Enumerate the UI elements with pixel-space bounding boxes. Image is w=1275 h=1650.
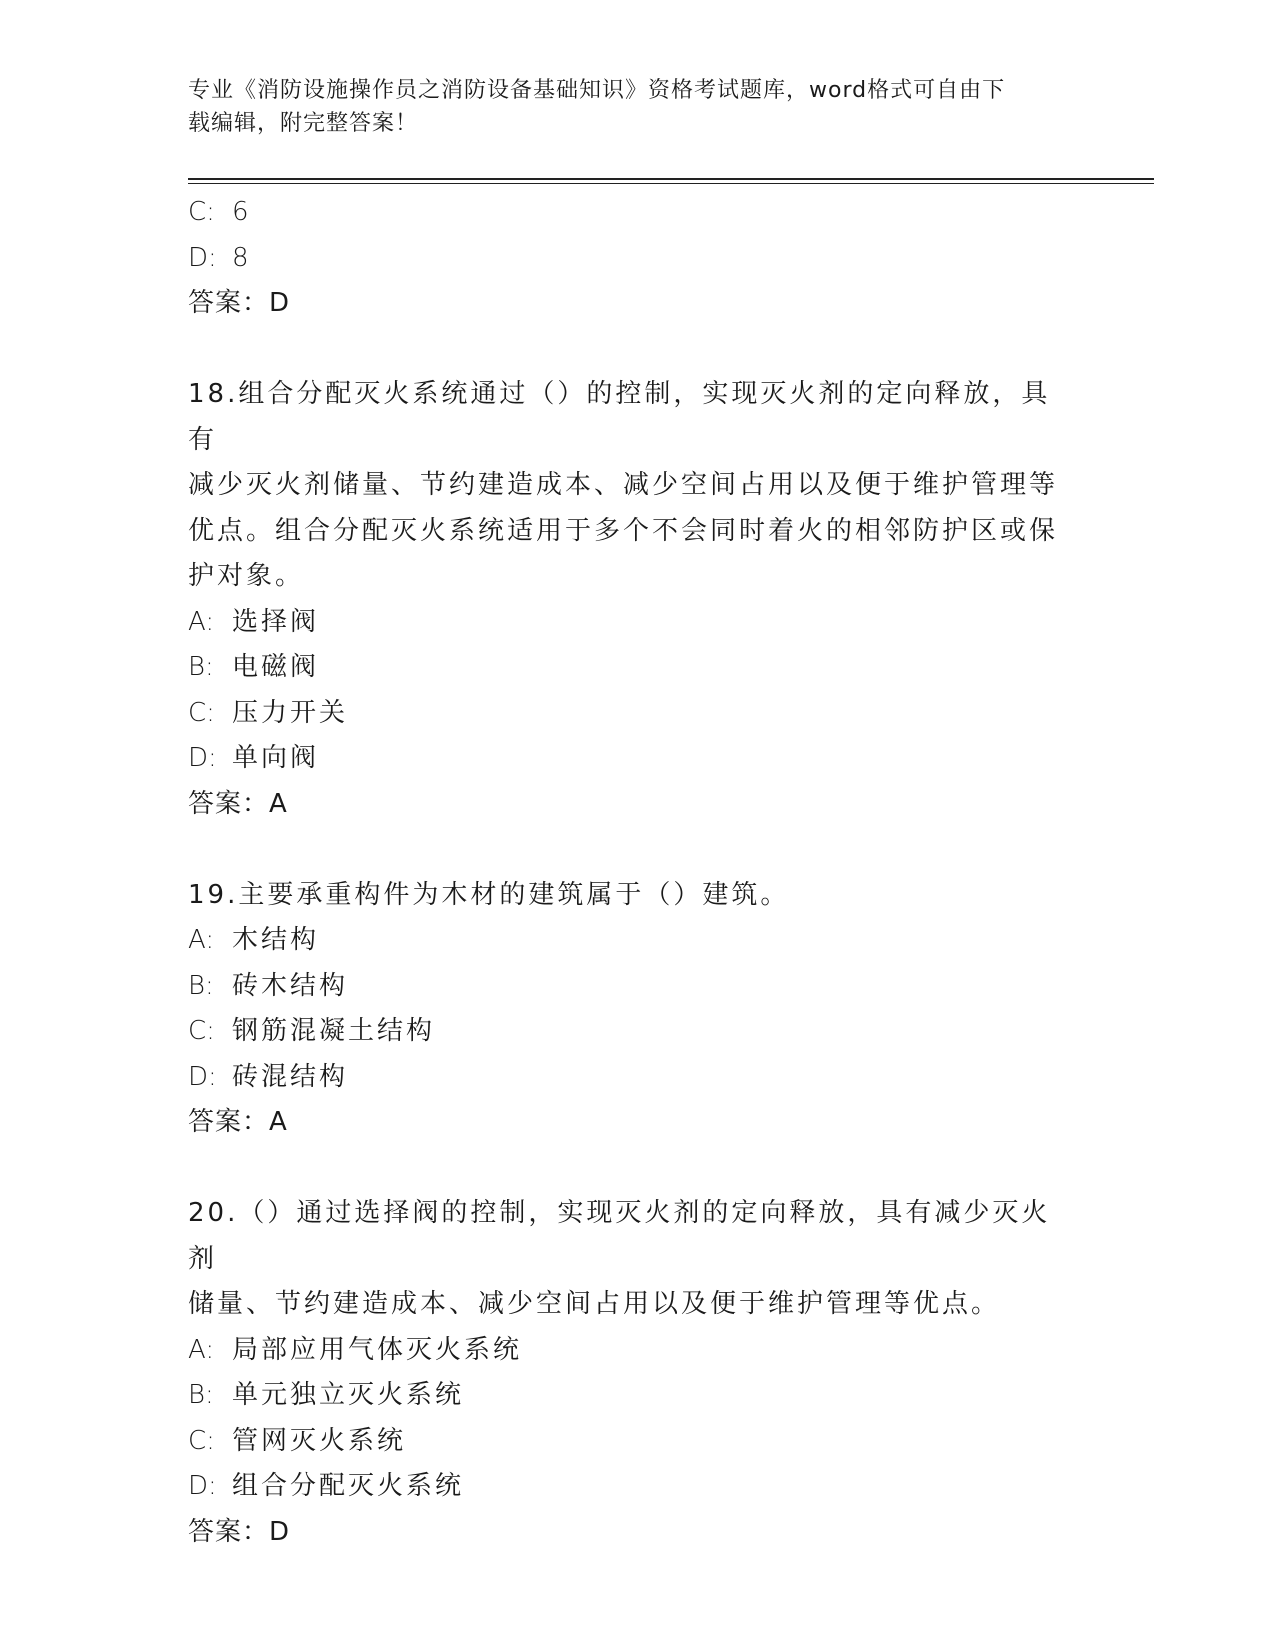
option-c [188, 691, 1088, 737]
option-a [188, 600, 1088, 646]
answer-line: 答案：A [188, 788, 288, 819]
option-text: 局部应用气体灭火系统 [232, 1334, 523, 1365]
question-line: 20.（）通过选择阀的控制，实现灭火剂的定向释放，具有减少灭火剂 [188, 1198, 1051, 1274]
option-label: C: [188, 1016, 215, 1046]
option-text: 压力开关 [232, 697, 349, 728]
question-line: 19.主要承重构件为木材的建筑属于（）建筑。 [188, 879, 790, 910]
document-body [188, 190, 1088, 1555]
question-18 [188, 372, 1088, 827]
question-text [188, 372, 1068, 600]
document-header [188, 74, 1088, 140]
question-text [188, 1191, 1068, 1328]
option-text: 选择阀 [232, 606, 320, 637]
option-label: A: [188, 606, 215, 637]
option-d [188, 236, 1088, 282]
option-text: 管网灭火系统 [232, 1425, 407, 1456]
question-line: 18.组合分配灭火系统通过（）的控制，实现灭火剂的定向释放，具有 [188, 379, 1051, 455]
header-line-2: 载编辑，附完整答案！ [188, 111, 419, 136]
spacer [188, 1146, 1088, 1192]
option-text: 单向阀 [232, 743, 320, 773]
option-text: 组合分配灭火系统 [232, 1471, 465, 1501]
option-text: 8 [232, 242, 252, 273]
option-label: C: [188, 1425, 215, 1456]
option-b [188, 1373, 1088, 1419]
option-b [188, 964, 1088, 1010]
option-label: D: [188, 743, 217, 773]
header-line-1: 专业《消防设施操作员之消防设备基础知识》资格考试题库，word格式可自由下 [188, 78, 1006, 103]
option-b [188, 645, 1088, 691]
option-c [188, 190, 1088, 236]
option-text: 单元独立灭火系统 [232, 1380, 465, 1410]
option-label: A: [188, 1334, 215, 1365]
option-label: D: [188, 1471, 217, 1501]
option-text: 砖混结构 [232, 1061, 349, 1092]
option-text: 电磁阀 [232, 652, 320, 682]
answer-line: 答案：D [188, 288, 291, 318]
option-a [188, 918, 1088, 964]
answer-line: 答案：A [188, 1107, 288, 1137]
header-divider-thick [188, 178, 1154, 180]
answer-line: 答案：D [188, 1516, 291, 1547]
option-text: 木结构 [232, 925, 320, 955]
option-d [188, 1464, 1088, 1510]
question-text [188, 873, 1068, 919]
option-c [188, 1419, 1088, 1465]
option-label: A: [188, 925, 215, 955]
option-label: C: [188, 197, 215, 227]
question-20 [188, 1191, 1088, 1555]
option-label: B: [188, 1380, 214, 1410]
option-text: 6 [232, 197, 252, 227]
option-d [188, 1055, 1088, 1101]
option-label: B: [188, 652, 214, 682]
header-divider-thin [188, 183, 1154, 184]
question-line: 护对象。 [188, 561, 305, 591]
question-19 [188, 873, 1088, 1146]
question-line: 减少灭火剂储量、节约建造成本、减少空间占用以及便于维护管理等 [188, 470, 1059, 500]
option-d [188, 736, 1088, 782]
spacer [188, 327, 1088, 373]
option-a [188, 1328, 1088, 1374]
option-text: 钢筋混凝土结构 [232, 1016, 436, 1046]
option-text: 砖木结构 [232, 970, 349, 1001]
spacer [188, 827, 1088, 873]
option-label: C: [188, 697, 215, 728]
option-label: B: [188, 970, 214, 1001]
option-label: D: [188, 1061, 217, 1092]
question-line: 优点。组合分配灭火系统适用于多个不会同时着火的相邻防护区或保 [188, 515, 1059, 546]
question-line: 储量、节约建造成本、减少空间占用以及便于维护管理等优点。 [188, 1289, 1001, 1319]
option-c [188, 1009, 1088, 1055]
prev-question-tail [188, 190, 1088, 327]
option-label: D: [188, 242, 217, 273]
